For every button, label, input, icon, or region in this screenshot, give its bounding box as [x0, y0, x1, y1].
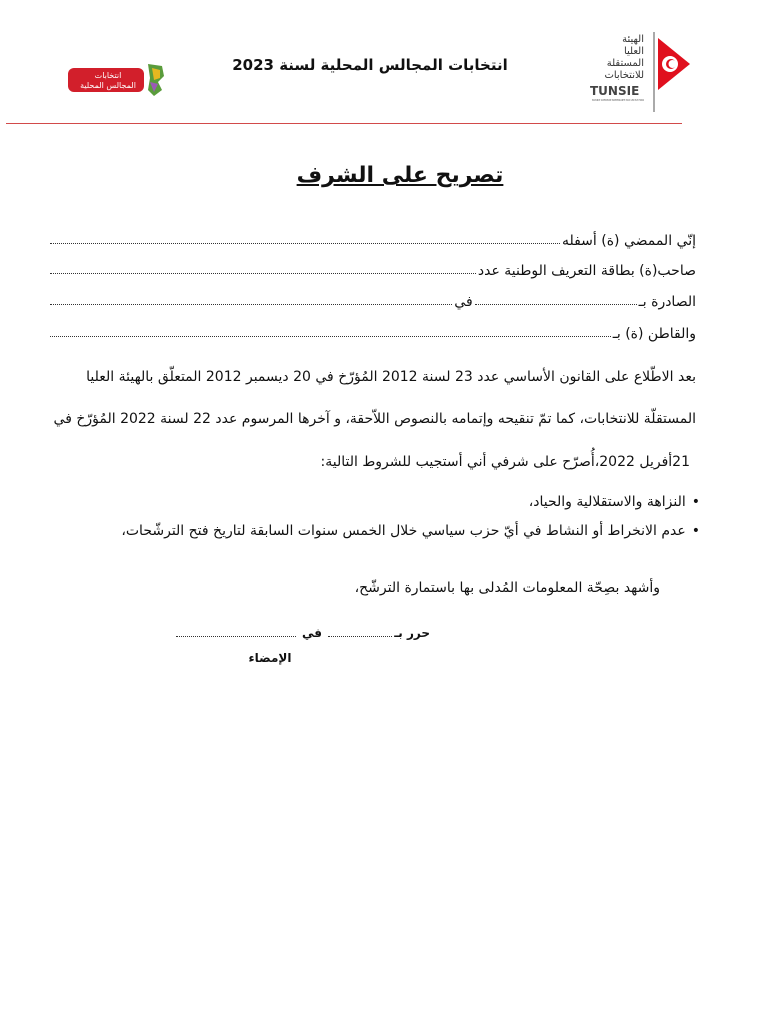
isie-logo	[578, 28, 698, 116]
elections-logo	[64, 60, 172, 100]
elections-logo-line-2: المجالس المحلية	[80, 81, 136, 90]
form-line-issued	[48, 286, 696, 310]
condition-item	[60, 494, 700, 523]
paragraph-line-3: 21أفريل 2022،أُصرّح على شرفي أني أستجيب للشروط التالية:	[320, 454, 690, 470]
isie-logo-line-1: الهيئة	[622, 34, 644, 45]
written-on-field[interactable]	[176, 636, 296, 637]
attestation-text: وأشهد بصِحّة المعلومات المُدلى بها باستمارة الترشّح،	[354, 580, 660, 596]
id-card-number-field[interactable]	[50, 273, 476, 274]
bullet-icon: •	[691, 494, 700, 510]
signatory-name-field[interactable]	[50, 243, 560, 244]
header-divider	[6, 123, 682, 124]
issued-at-label: الصادرة بـ	[638, 294, 696, 310]
map-icon	[148, 64, 164, 96]
id-card-label: صاحب(ة) بطاقة التعريف الوطنية عدد	[477, 263, 696, 279]
signature-label: الإمضاء	[248, 651, 292, 665]
condition-text: النزاهة والاستقلالية والحياد،	[528, 494, 686, 510]
isie-logo-brand: TUNSIE	[590, 84, 640, 98]
elections-logo-line-1: انتخابات	[94, 71, 122, 80]
signature-place-date	[174, 626, 430, 640]
residence-field[interactable]	[50, 336, 611, 337]
paragraph-line-2: المستقلّة للانتخابات، كما تمّ تنقيحه وإتمامه بالنصوص اللاّحقة، و آخرها المرسوم عدد 22 لسنة 2022 المُؤرّخ في	[53, 411, 696, 427]
form-line-signatory	[48, 225, 696, 249]
issued-on-label: في	[454, 294, 473, 310]
issued-on-field[interactable]	[50, 304, 452, 305]
condition-text: عدم الانخراط أو النشاط في أيّ حزب سياسي خلال الخمس سنوات السابقة لتاريخ فتح الترشّحات،	[121, 523, 686, 539]
condition-item	[60, 523, 700, 552]
written-at-label: حرر بـ	[394, 626, 430, 640]
isie-logo-line-4: للانتخابات	[604, 70, 644, 81]
paragraph-line-1: بعد الاطّلاع على القانون الأساسي عدد 23 لسنة 2012 المُؤرّخ في 20 ديسمبر 2012 المتعلّق بالهيئة العليا	[86, 369, 696, 385]
written-on-label: في	[302, 626, 322, 640]
bullet-icon: •	[691, 523, 700, 539]
residence-label: والقاطن (ة) بـ	[612, 326, 696, 342]
isie-logo-subtitle: INSTANCE SUPERIEURE INDEPENDANTE POUR LES ELECTIONS	[592, 99, 673, 102]
issued-at-field[interactable]	[475, 304, 637, 305]
document-title: تصريح على الشرف	[296, 163, 504, 188]
isie-logo-line-2: العليا	[623, 46, 644, 57]
isie-logo-line-3: المستقلة	[606, 58, 644, 69]
signatory-label: إنّي الممضي (ة) أسفله	[561, 233, 696, 249]
form-line-residence	[48, 318, 696, 342]
form-line-id-card	[48, 255, 696, 279]
header-title: انتخابات المجالس المحلية لسنة 2023	[232, 56, 508, 74]
conditions-list	[60, 494, 700, 552]
written-at-field[interactable]	[328, 636, 392, 637]
